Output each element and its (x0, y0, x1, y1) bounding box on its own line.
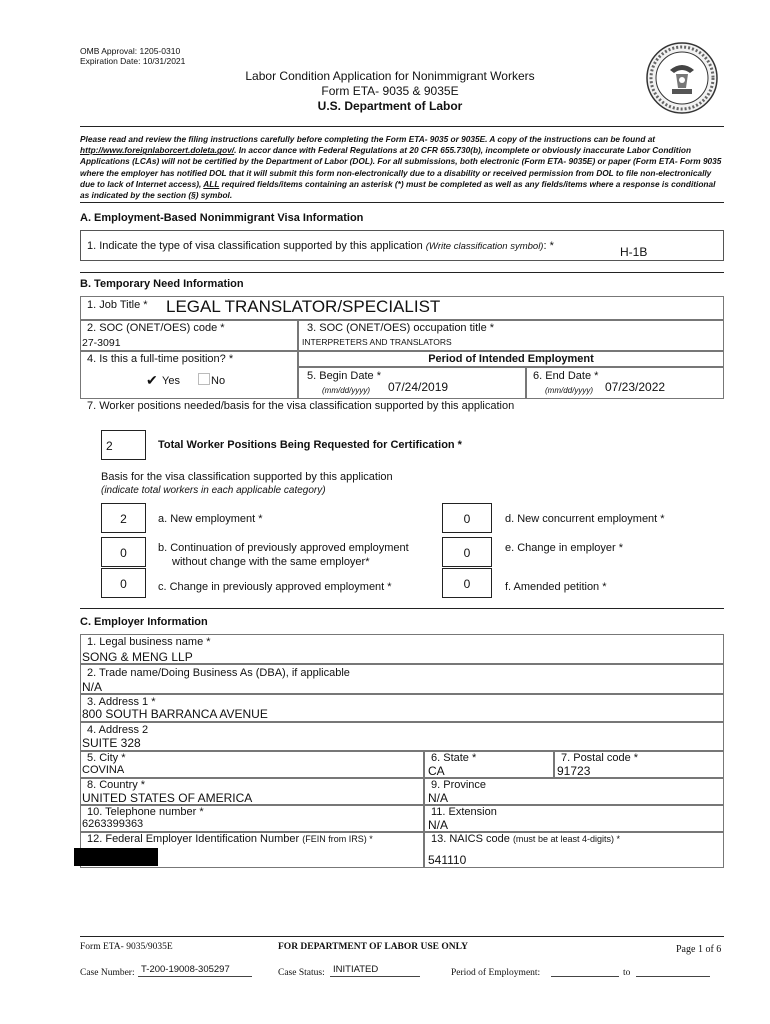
visa-classification-label: 1. Indicate the type of visa classification supported by this application (Write classification symbol): * (87, 240, 554, 252)
no-label: No (211, 375, 226, 387)
worker-positions-label: 7. Worker positions needed/basis for the visa classification supported by this application (87, 400, 515, 412)
naics-value[interactable]: 541110 (428, 853, 467, 867)
soc-code-value[interactable]: 27-3091 (82, 337, 121, 349)
no-checkbox[interactable] (198, 373, 210, 385)
new-employment-value[interactable]: 2 (101, 503, 146, 533)
case-status-label: Case Status: (278, 968, 325, 978)
naics-label: 13. NAICS code (must be at least 4-digits) * (431, 833, 620, 845)
visa-classification-value[interactable]: H-1B (620, 245, 648, 259)
address1-label: 3. Address 1 * (87, 696, 156, 708)
continuation-label: b. Continuation of previously approved employment (158, 542, 409, 554)
legal-name-value[interactable]: SONG & MENG LLP (82, 650, 193, 664)
begin-date-format: (mm/dd/yyyy) (322, 386, 370, 395)
section-b-title: B. Temporary Need Information (80, 278, 244, 290)
fein-label: 12. Federal Employer Identification Number (FEIN from IRS) * (87, 833, 373, 845)
period-to-label: to (623, 968, 631, 978)
province-value[interactable]: N/A (428, 791, 449, 805)
change-previous-value[interactable]: 0 (101, 568, 146, 598)
total-positions-label: Total Worker Positions Being Requested for Certification * (158, 439, 462, 451)
section-c-title: C. Employer Information (80, 616, 208, 628)
period-of-employment-label: Period of Employment: (451, 968, 541, 978)
dol-seal-icon (646, 42, 718, 114)
country-label: 8. Country * (87, 779, 146, 791)
change-employer-label: e. Change in employer * (505, 542, 624, 554)
expiration-date: Expiration Date: 10/31/2021 (80, 56, 186, 66)
begin-date-value[interactable]: 07/24/2019 (388, 380, 449, 394)
extension-label: 11. Extension (431, 806, 497, 818)
postal-value[interactable]: 91723 (557, 764, 591, 778)
soc-title-value[interactable]: INTERPRETERS AND TRANSLATORS (302, 337, 452, 347)
form-number: Form ETA- 9035 & 9035E (321, 84, 459, 98)
soc-code-label: 2. SOC (ONET/OES) code * (87, 322, 225, 334)
province-label: 9. Province (431, 779, 487, 791)
yes-checkmark-icon[interactable]: ✔ (146, 372, 158, 388)
job-title-label: 1. Job Title * (87, 299, 148, 311)
omb-approval: OMB Approval: 1205-0310 (80, 46, 181, 56)
state-label: 6. State * (431, 752, 477, 764)
end-date-format: (mm/dd/yyyy) (545, 386, 593, 395)
total-positions-value[interactable]: 2 (101, 430, 146, 460)
continuation-value[interactable]: 0 (101, 537, 146, 567)
legal-name-label: 1. Legal business name * (87, 636, 211, 648)
amended-petition-label: f. Amended petition * (505, 581, 607, 593)
address2-cell (80, 722, 724, 751)
yes-label: Yes (162, 375, 180, 387)
footer-page-number: Page 1 of 6 (676, 944, 722, 955)
address2-label: 4. Address 2 (87, 724, 149, 736)
fein-redaction (74, 848, 158, 866)
city-value[interactable]: COVINA (82, 764, 125, 776)
fulltime-label: 4. Is this a full-time position? * (87, 353, 234, 365)
phone-value[interactable]: 6263399363 (82, 818, 144, 830)
dba-label: 2. Trade name/Doing Business As (DBA), if applicable (87, 667, 350, 679)
end-date-label: 6. End Date * (533, 370, 599, 382)
basis-note: (indicate total workers in each applicable category) (101, 485, 326, 496)
footer-form-number: Form ETA- 9035/9035E (80, 942, 173, 952)
case-number-value: T-200-19008-305297 (141, 964, 230, 975)
filing-instructions: Please read and review the filing instructions carefully before completing the Form ETA- 9035 or 9035E. A copy of the instructions can be found at http://www.foreignlaborcert.doleta.gov/. In accor dance with Federal Regulations at 20 CFR 655.730(b), incomplete or obviously inaccurate Labor Condition Applications (LCAs) will not be certified by the Department of Labor (DOL). For all submissions, both electronic (Form ETA- 9035E) or paper (Form ETA- Form 9035 where the employer has notified DOL that it will submit this form non-electronically due to a disability or received permission from DOL to file non-electronically due to lack of Internet access), ALL required fields/items containing an asterisk (*) must be completed as well as any fields/items where a response is conditional as indicated by the section (§) symbol. (80, 134, 722, 201)
address1-value[interactable]: 800 SOUTH BARRANCA AVENUE (82, 707, 268, 721)
new-concurrent-label: d. New concurrent employment * (505, 513, 665, 525)
case-number-label: Case Number: (80, 968, 135, 978)
job-title-value[interactable]: LEGAL TRANSLATOR/SPECIALIST (166, 297, 441, 316)
instructions-link[interactable]: http://www.foreignlaborcert.doleta.gov/ (80, 145, 235, 156)
country-value[interactable]: UNITED STATES OF AMERICA (82, 791, 253, 805)
end-date-value[interactable]: 07/23/2022 (605, 380, 666, 394)
phone-label: 10. Telephone number * (87, 806, 204, 818)
city-cell (80, 751, 424, 778)
postal-label: 7. Postal code * (561, 752, 639, 764)
soc-title-label: 3. SOC (ONET/OES) occupation title * (307, 322, 495, 334)
new-employment-label: a. New employment * (158, 513, 263, 525)
city-label: 5. City * (87, 752, 126, 764)
section-a-title: A. Employment-Based Nonimmigrant Visa Information (80, 212, 364, 224)
basis-label: Basis for the visa classification supported by this application (101, 471, 393, 483)
extension-value[interactable]: N/A (428, 818, 449, 832)
footer-dol-use: FOR DEPARTMENT OF LABOR USE ONLY (278, 942, 468, 952)
department-name: U.S. Department of Labor (317, 99, 463, 113)
state-value[interactable]: CA (428, 764, 445, 778)
address2-value[interactable]: SUITE 328 (82, 736, 141, 750)
change-previous-label: c. Change in previously approved employment * (158, 581, 392, 593)
continuation-label-2: without change with the same employer* (172, 556, 370, 568)
form-title: Labor Condition Application for Nonimmigrant Workers (245, 69, 535, 83)
case-status-value: INITIATED (333, 964, 379, 975)
change-employer-value[interactable]: 0 (442, 537, 492, 567)
new-concurrent-value[interactable]: 0 (442, 503, 492, 533)
dba-value[interactable]: N/A (82, 680, 103, 694)
begin-date-label: 5. Begin Date * (307, 370, 381, 382)
amended-petition-value[interactable]: 0 (442, 568, 492, 598)
period-title: Period of Intended Employment (428, 353, 594, 365)
